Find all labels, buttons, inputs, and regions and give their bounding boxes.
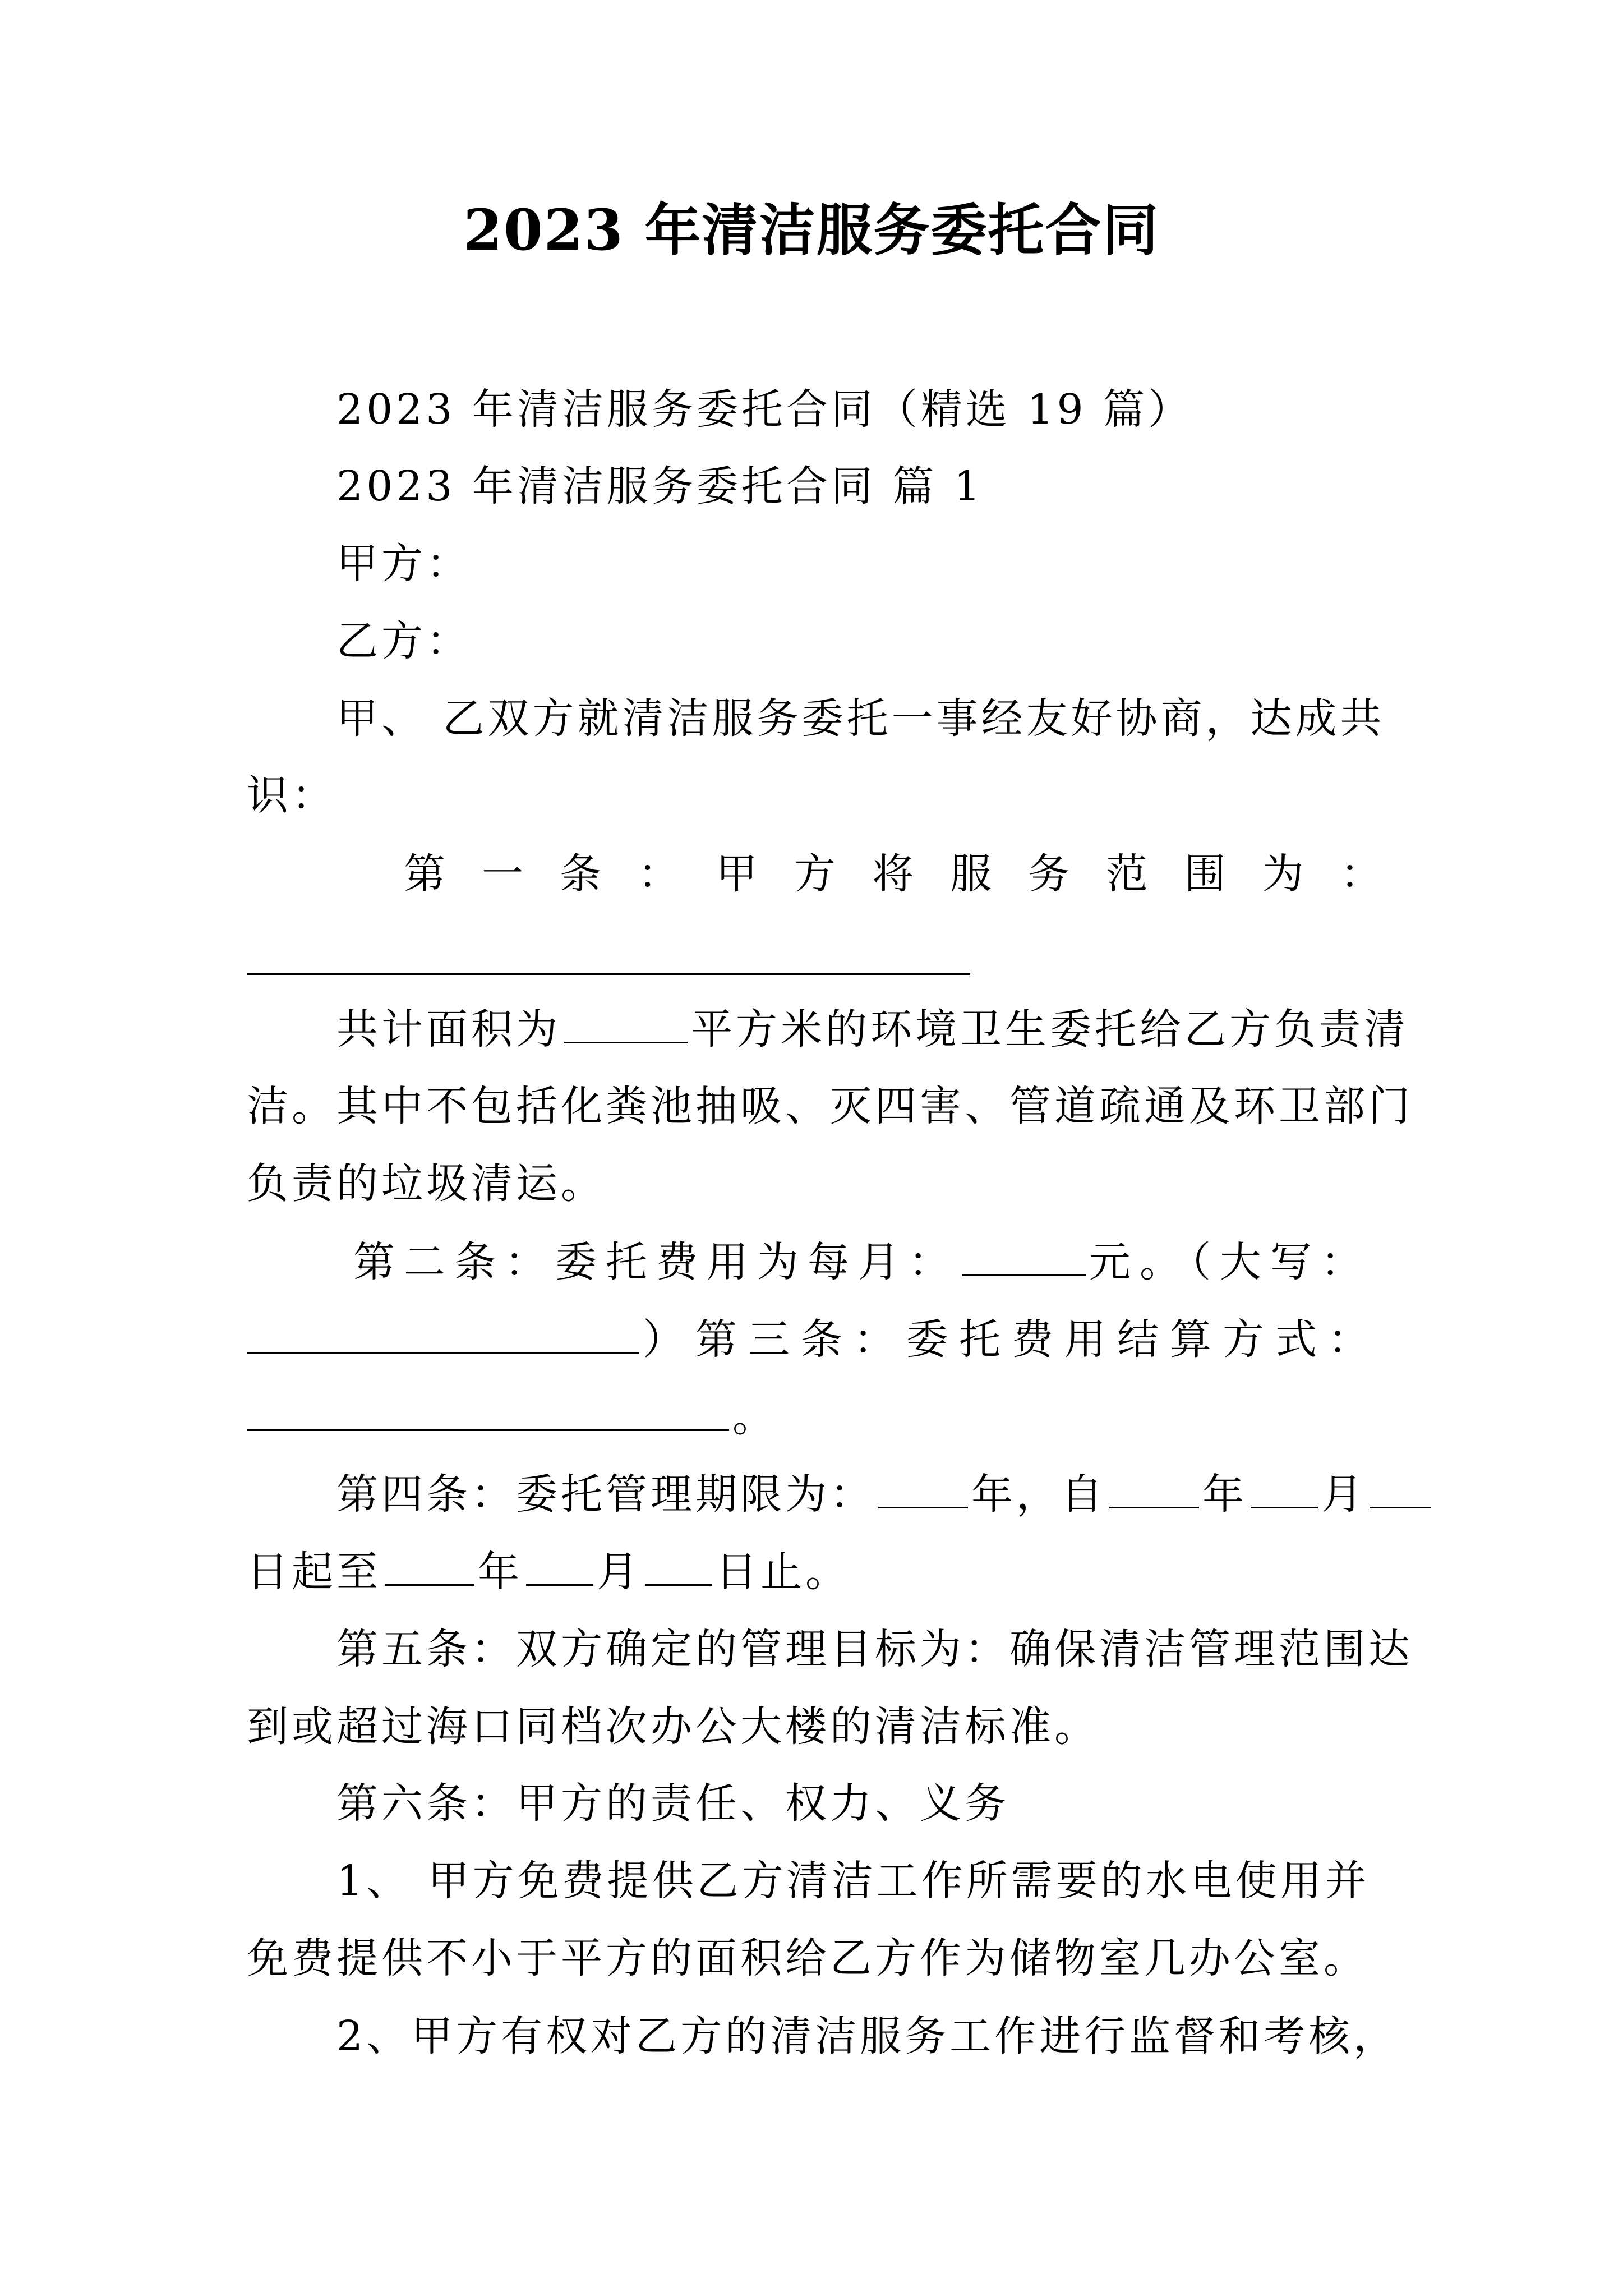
document-title: 2023 年清洁服务委托合同 [463,197,1160,263]
subtitle: 2023 年清洁服务委托合同（精选 19 篇） [336,385,1193,434]
article-1-char: 条 [560,850,605,898]
article-4-term-label: 第四条：委托管理期限为： [336,1470,875,1519]
article-1-char: 甲 [716,850,761,898]
article-3-line [247,1312,1385,1368]
item-1-line-1: 1、 甲方免费提供乙方清洁工作所需要的水电使用并 [336,1857,1370,1905]
settlement-blank [247,1390,729,1431]
article-1-char: 一 [482,850,527,898]
article-1-line-3: 负责的垃圾清运。 [247,1159,606,1208]
end-day-blank [645,1545,712,1586]
article-2-fee-text: 元。（大写： [1089,1238,1371,1286]
article-4-year: 年 [1202,1470,1247,1519]
article-5-line-1: 第五条：双方确定的管理目标为：确保清洁管理范围达 [336,1625,1413,1673]
party-b-label: 乙方： [336,617,471,665]
article-1-char: ： [1340,850,1385,898]
article-5-line-2: 到或超过海口同档次办公大楼的清洁标准。 [247,1703,1099,1751]
article-4-month: 月 [1321,1470,1366,1519]
item-1-line-2: 免费提供不小于平方的面积给乙方作为储物室几办公室。 [247,1934,1368,1982]
start-year-blank [1109,1467,1199,1508]
article-1-char: ： [638,850,683,898]
article-1-char: 围 [1184,850,1229,898]
end-month-blank [526,1545,593,1586]
article-1-char: 为 [1262,850,1307,898]
intro-line-2: 识： [247,771,336,820]
article-2-line [247,1234,1385,1290]
start-day-blank [1370,1467,1431,1508]
end-year-blank [385,1545,474,1586]
article-3-settlement-line [247,1389,1385,1445]
article-4-end: 日止。 [716,1548,850,1596]
article-1-char: 方 [794,850,839,898]
article-1-char: 服 [950,850,995,898]
area-blank [564,1002,688,1043]
article-1-area-label: 共计面积为 [336,1005,561,1053]
article-1-heading [247,846,1385,902]
article-4-month-2: 月 [597,1548,642,1596]
article-1-line-1 [247,1001,1409,1057]
amount-in-words-blank [247,1313,639,1354]
article-1-char: 第 [404,850,449,898]
article-3-end: 。 [732,1393,777,1441]
article-4-line-1 [247,1466,1385,1522]
article-4-year-2: 年 [478,1548,523,1596]
article-1-char: 将 [872,850,917,898]
fee-blank [962,1235,1086,1276]
party-a-label: 甲方： [336,540,471,588]
article-2-fee-label: 第二条：委托费用为每月： [353,1238,959,1286]
item-2-line-1: 2、甲方有权对乙方的清洁服务工作进行监督和考核， [336,2012,1399,2060]
article-3-text: ）第三条：委托费用结算方式： [643,1315,1381,1364]
section-heading: 2023 年清洁服务委托合同 篇 1 [336,462,984,510]
article-4-day-to: 日起至 [247,1548,381,1596]
article-6-heading: 第六条：甲方的责任、权力、义务 [336,1779,1009,1828]
start-month-blank [1251,1467,1318,1508]
article-4-line-2 [247,1544,1385,1600]
term-blank [878,1467,968,1508]
intro-line-1: 甲、 乙双方就清洁服务委托一事经友好协商，达成共 [336,694,1385,743]
article-1-char: 范 [1106,850,1151,898]
article-1-char: 务 [1028,850,1073,898]
article-1-area-text: 平方米的环境卫生委托给乙方负责清 [691,1005,1409,1053]
article-1-blank-line [247,973,970,975]
article-1-line-2: 洁。其中不包括化粪池抽吸、灭四害、管道疏通及环卫部门 [247,1082,1413,1130]
article-4-year-from: 年，自 [971,1470,1106,1519]
